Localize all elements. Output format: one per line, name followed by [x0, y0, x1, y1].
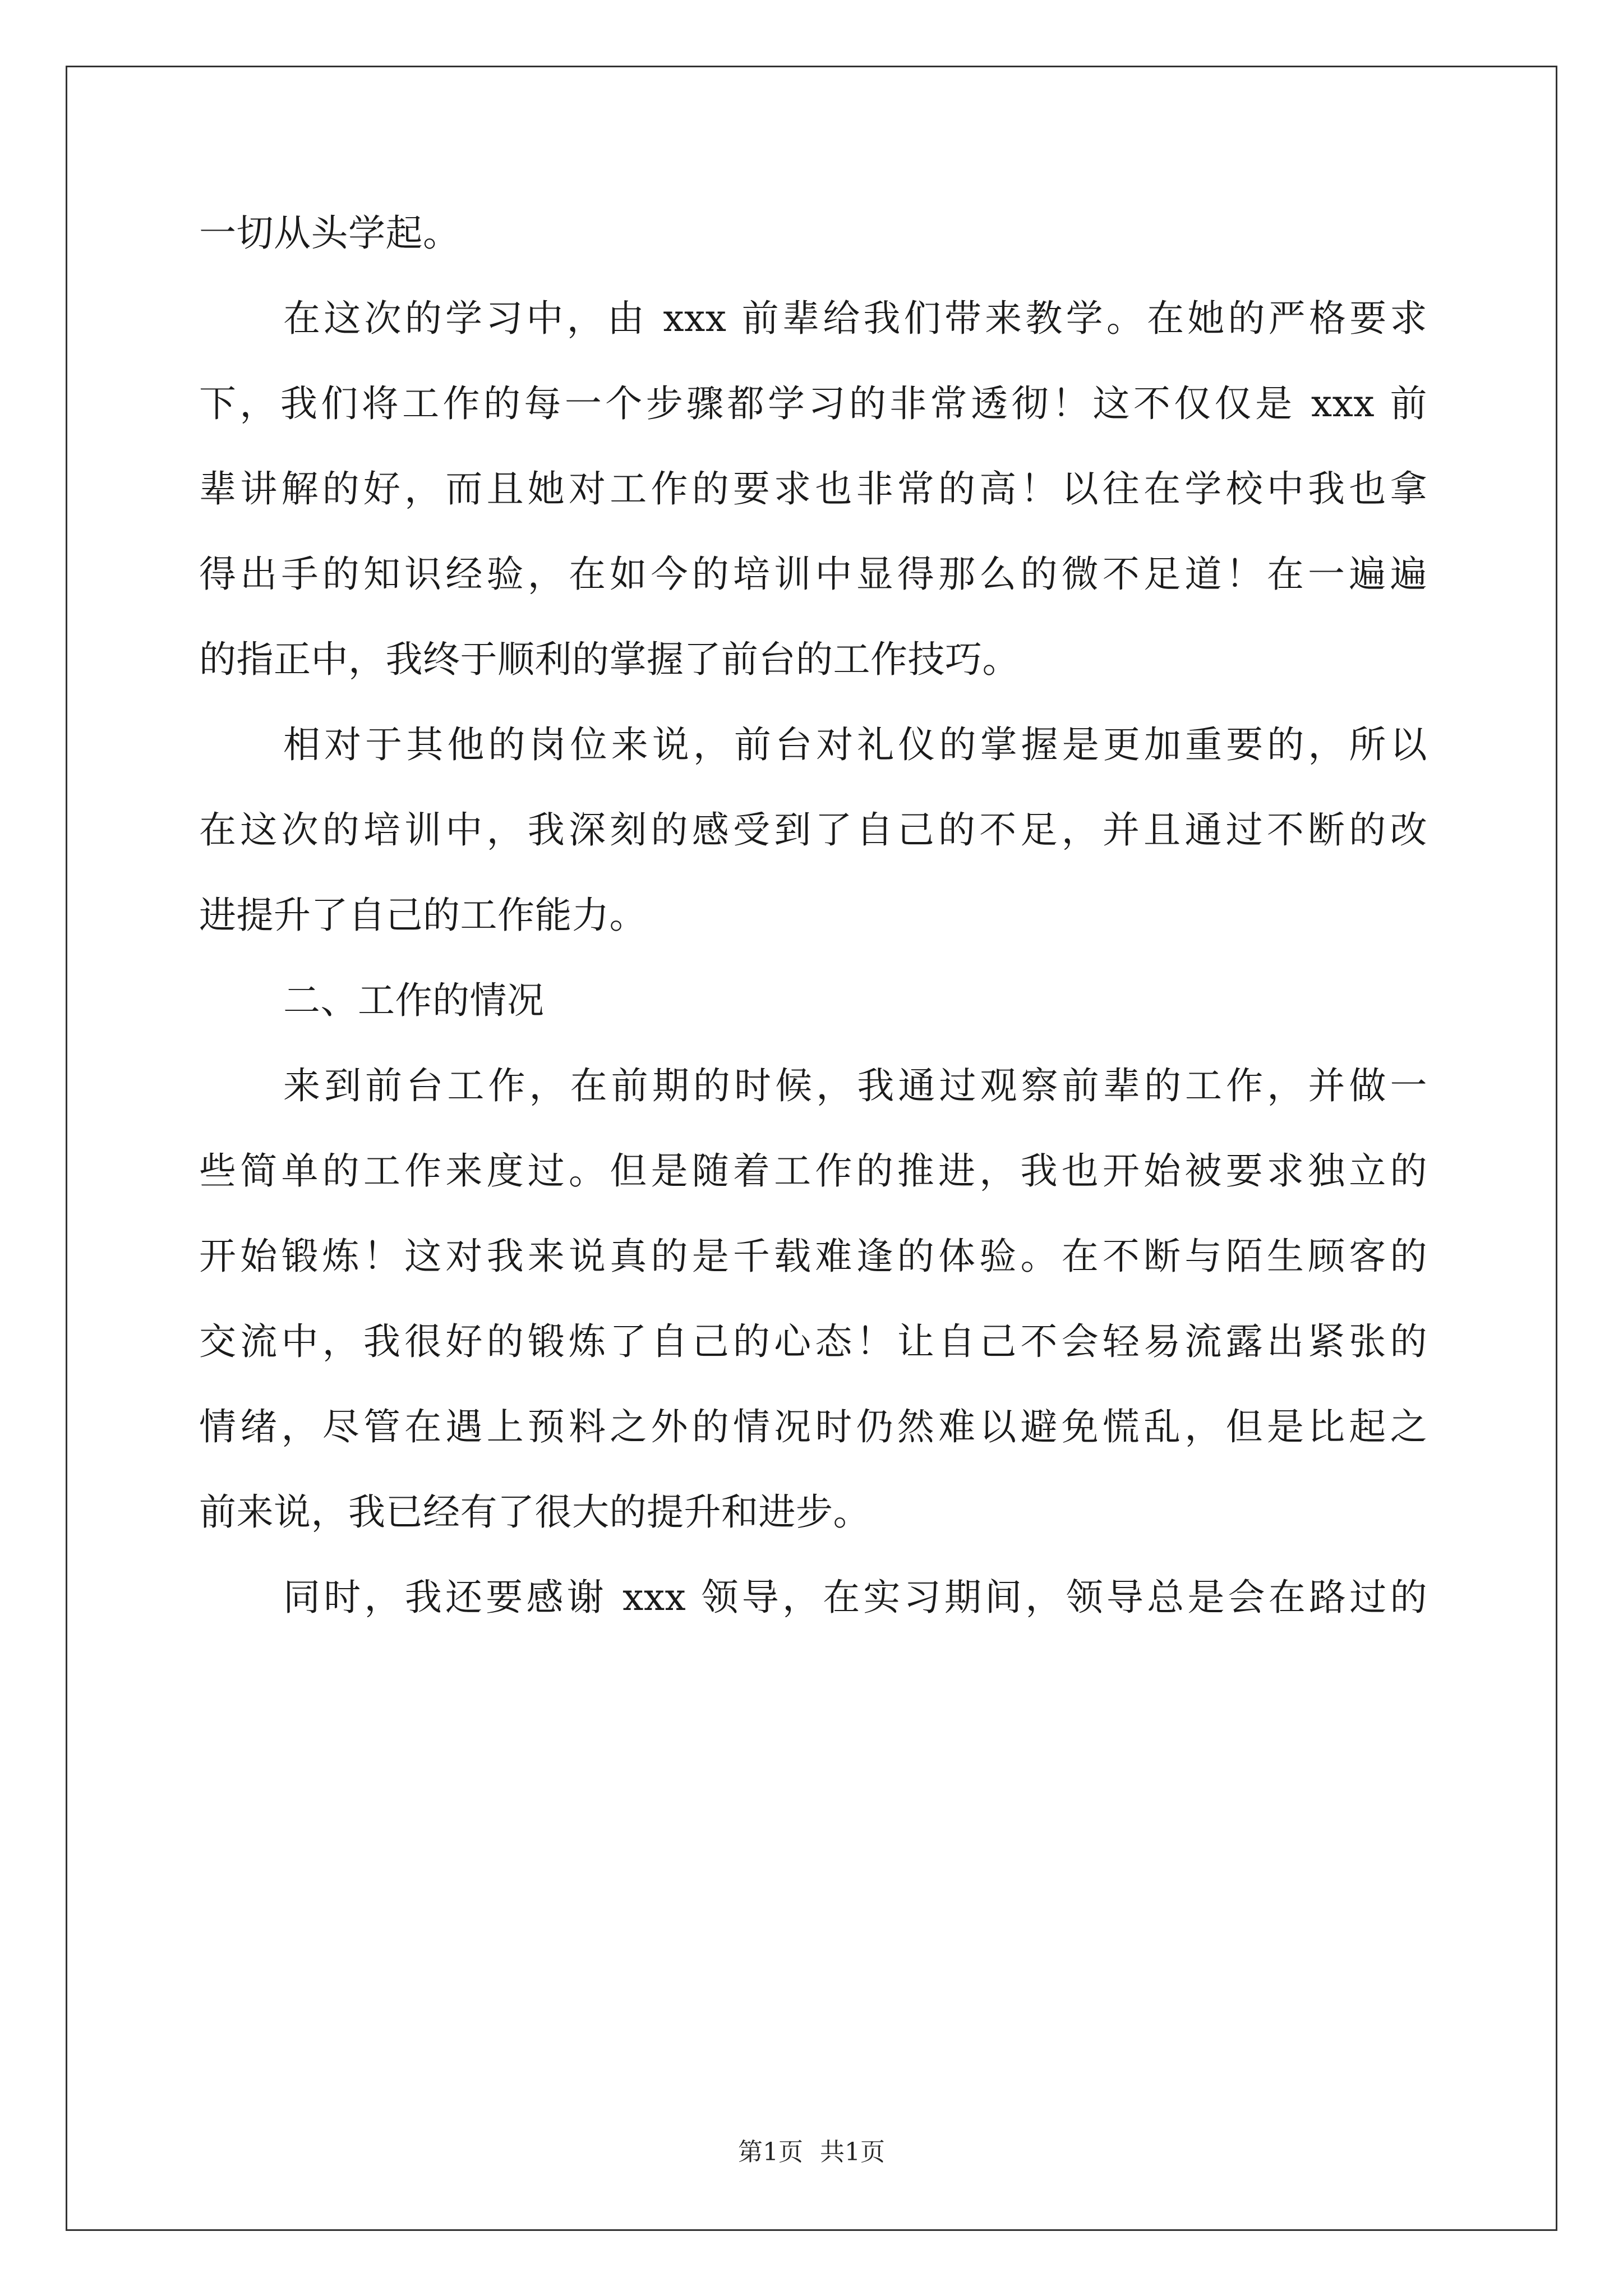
document-body [199, 196, 1427, 1646]
text-line: 在这次的培训中，我深刻的感受到了自己的不足，并且通过不断的改 [199, 808, 1427, 852]
page-footer [0, 2132, 1623, 2168]
paragraph-start-line: 在这次的学习中，由 xxx 前辈给我们带来教学。在她的严格要求 [283, 297, 1427, 340]
text-line: 情绪，尽管在遇上预料之外的情况时仍然难以避免慌乱，但是比起之 [199, 1405, 1427, 1448]
page-number: 第1页 [738, 2138, 803, 2166]
text-line: 些简单的工作来度过。但是随着工作的推进，我也开始被要求独立的 [199, 1149, 1427, 1193]
paragraph-start-line: 来到前台工作，在前期的时候，我通过观察前辈的工作，并做一 [283, 1064, 1427, 1107]
page-total: 共1页 [820, 2138, 885, 2166]
text-line: 下，我们将工作的每一个步骤都学习的非常透彻！这不仅仅是 xxx 前 [199, 382, 1427, 425]
text-line: 交流中，我很好的锻炼了自己的心态！让自己不会轻易流露出紧张的 [199, 1320, 1427, 1363]
text-line: 前来说，我已经有了很大的提升和进步。 [199, 1490, 870, 1534]
text-line: 一切从头学起。 [199, 211, 460, 255]
paragraph-start-line: 同时，我还要感谢 xxx 领导，在实习期间，领导总是会在路过的 [283, 1576, 1427, 1619]
text-line: 辈讲解的好，而且她对工作的要求也非常的高！以往在学校中我也拿 [199, 467, 1427, 510]
text-line: 开始锻炼！这对我来说真的是千载难逢的体验。在不断与陌生顾客的 [199, 1235, 1427, 1278]
text-line: 进提升了自己的工作能力。 [199, 894, 647, 937]
text-line: 的指正中，我终于顺利的掌握了前台的工作技巧。 [199, 638, 1020, 681]
paragraph-start-line: 相对于其他的岗位来说，前台对礼仪的掌握是更加重要的，所以 [283, 723, 1427, 766]
text-line: 得出手的知识经验，在如今的培训中显得那么的微不足道！在一遍遍 [199, 553, 1427, 596]
section-heading: 二、工作的情况 [283, 979, 545, 1022]
